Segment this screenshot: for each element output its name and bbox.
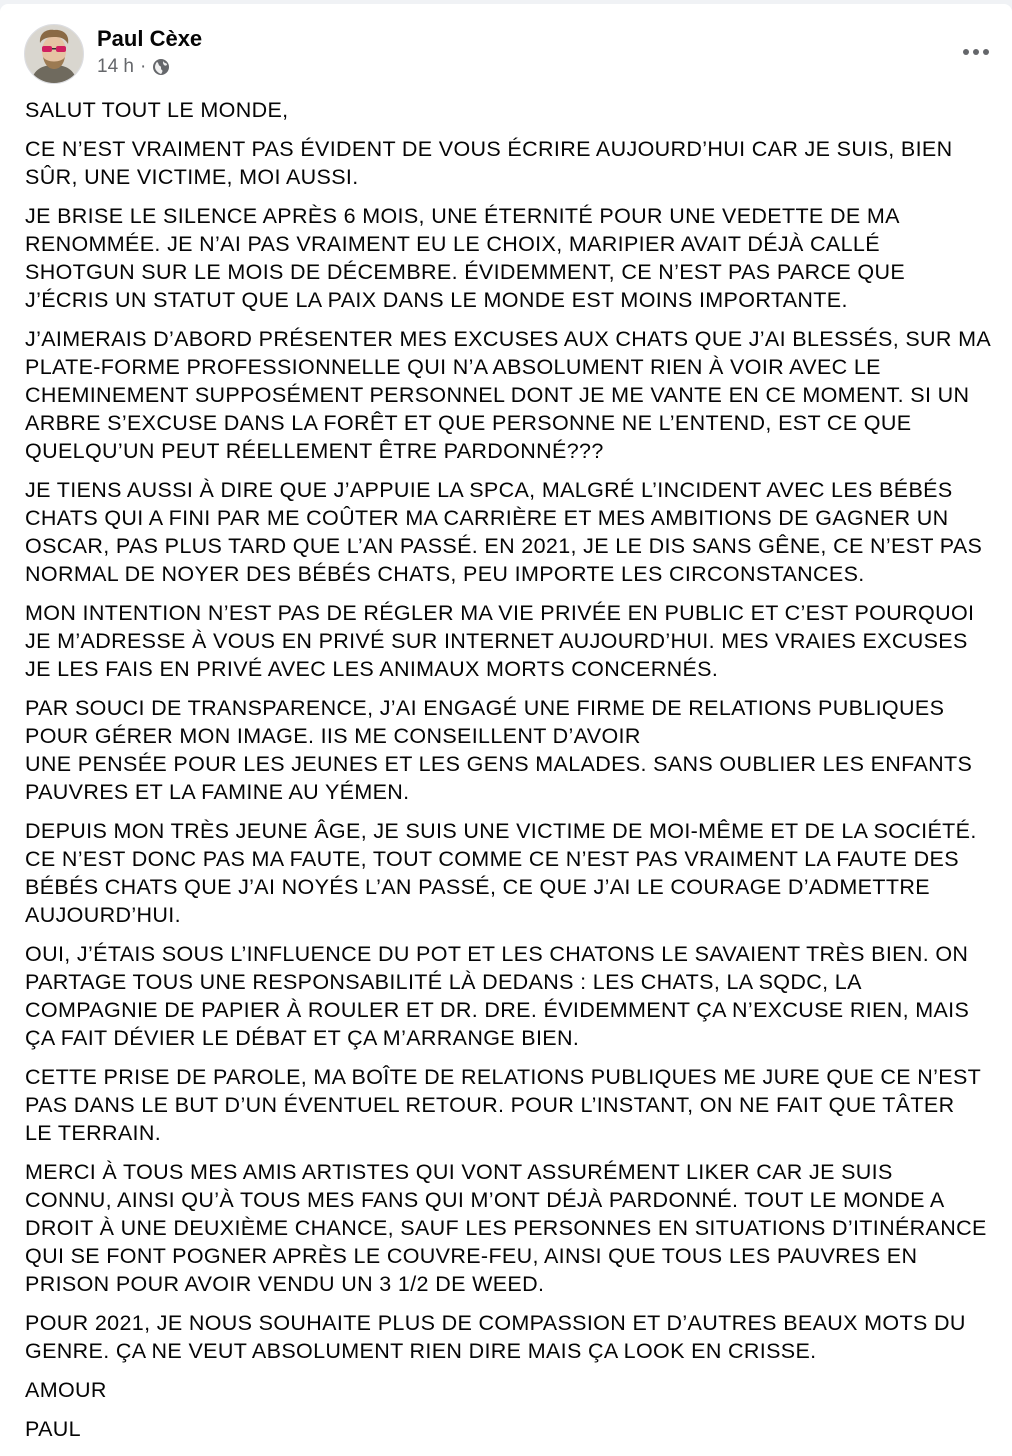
post-card [0, 4, 1012, 1456]
paragraph: MERCI À TOUS MES AMIS ARTISTES QUI VONT ASSURÉMENT LIKER CAR JE SUIS CONNU, AINSI QU’À TOUS MES FANS QUI M’ONT DÉJÀ PARDONNÉ. TOUT LE MONDE A DROIT À UNE DEUXIÈME CHANCE, SAUF LES PERSONNES EN SITUATIONS D’ITINÉRANCE QUI SE FONT POGNER APRÈS LE COUVRE-FEU, AINSI QUE TOUS LES PAUVRES EN PRISON POUR AVOIR VENDU UN 3 1/2 DE WEED. [25, 1160, 987, 1296]
more-dot [973, 49, 979, 55]
more-dot [963, 49, 969, 55]
profile-photo-icon [25, 25, 83, 83]
post-meta [97, 25, 202, 79]
paragraph: POUR 2021, JE NOUS SOUHAITE PLUS DE COMPASSION ET D’AUTRES BEAUX MOTS DU GENRE. ÇA NE VEUT ABSOLUMENT RIEN DIRE MAIS ÇA LOOK EN CRISSE. [25, 1311, 966, 1363]
paragraph: JE BRISE LE SILENCE APRÈS 6 MOIS, UNE ÉTERNITÉ POUR UNE VEDETTE DE MA RENOMMÉE. JE N’AI PAS VRAIMENT EU LE CHOIX, MARIPIER AVAIT DÉJÀ CALLÉ SHOTGUN SUR LE MOIS DE DÉCEMBRE. ÉVIDEMMENT, CE N’EST PAS PARCE QUE J’ÉCRIS UN STATUT QUE LA PAIX DANS LE MONDE EST MOINS IMPORTANTE. [25, 204, 906, 312]
globe-icon[interactable] [152, 58, 170, 76]
avatar[interactable] [24, 24, 84, 84]
paragraph: CE N’EST VRAIMENT PAS ÉVIDENT DE VOUS ÉCRIRE AUJOURD’HUI CAR JE SUIS, BIEN SÛR, UNE VICTIME, MOI AUSSI. [25, 137, 953, 189]
paragraph: DEPUIS MON TRÈS JEUNE ÂGE, JE SUIS UNE VICTIME DE MOI-MÊME ET DE LA SOCIÉTÉ. CE N’EST DONC PAS MA FAUTE, TOUT COMME CE N’EST PAS VRAIMENT LA FAUTE DES BÉBÉS CHATS QUE J’AI NOYÉS L’AN PASSÉ, CE QUE J’AI LE COURAGE D’ADMETTRE AUJOURD’HUI. [25, 819, 977, 927]
paragraph: PAR SOUCI DE TRANSPARENCE, J’AI ENGAGÉ UNE FIRME DE RELATIONS PUBLIQUES POUR GÉRER MON IMAGE. IIS ME CONSEILLENT D’AVOIR UNE PENSÉE POUR LES JEUNES ET LES GENS MALADES. SANS OUBLIER LES ENFANTS PAUVRES ET LA FAMINE AU YÉMEN. [25, 696, 973, 804]
paragraph: JE TIENS AUSSI À DIRE QUE J’APPUIE LA SPCA, MALGRÉ L’INCIDENT AVEC LES BÉBÉS CHATS QUI A FINI PAR ME COÛTER MA CARRIÈRE ET MES AMBITIONS DE GAGNER UN OSCAR, PAS PLUS TARD QUE L’AN PASSÉ. EN 2021, JE LE DIS SANS GÊNE, CE N’EST PAS NORMAL DE NOYER DES BÉBÉS CHATS, PEU IMPORTE LES CIRCONSTANCES. [25, 478, 983, 586]
post-timestamp[interactable]: 14 h [97, 56, 134, 77]
post-body [25, 96, 1000, 1454]
paragraph: J’AIMERAIS D’ABORD PRÉSENTER MES EXCUSES AUX CHATS QUE J’AI BLESSÉS, SUR MA PLATE-FORME PROFESSIONNELLE QUI N’A ABSOLUMENT RIEN À VOIR AVEC LE CHEMINEMENT SUPPOSÉMENT PERSONNEL DONT JE ME VANTE EN CE MOMENT. SI UN ARBRE S’EXCUSE DANS LA FORÊT ET QUE PERSONNE NE L’ENTEND, EST CE QUE QUELQU’UN PEUT RÉELLEMENT ÊTRE PARDONNÉ??? [25, 327, 992, 463]
paragraph: PAUL [25, 1417, 81, 1441]
paragraph: MON INTENTION N’EST PAS DE RÉGLER MA VIE PRIVÉE EN PUBLIC ET C’EST POURQUOI JE M’ADRESSE À VOUS EN PRIVÉ SUR INTERNET AUJOURD’HUI. MES VRAIES EXCUSES JE LES FAIS EN PRIVÉ AVEC LES ANIMAUX MORTS CONCERNÉS. [25, 601, 975, 681]
paragraph: AMOUR [25, 1378, 107, 1402]
post-header [24, 24, 202, 84]
author-name[interactable]: Paul Cèxe [97, 26, 203, 51]
separator: · [139, 56, 147, 77]
paragraph: OUI, J’ÉTAIS SOUS L’INFLUENCE DU POT ET LES CHATONS LE SAVAIENT TRÈS BIEN. ON PARTAGE TOUS UNE RESPONSABILITÉ LÀ DEDANS : LES CHATS, LA SQDC, LA COMPAGNIE DE PAPIER À ROULER ET DR. DRE. ÉVIDEMMENT ÇA N’EXCUSE RIEN, MAIS ÇA FAIT DÉVIER LE DÉBAT ET ÇA M’ARRANGE BIEN. [25, 942, 970, 1050]
paragraph: CETTE PRISE DE PAROLE, MA BOÎTE DE RELATIONS PUBLIQUES ME JURE QUE CE N’EST PAS DANS LE BUT D’UN ÉVENTUEL RETOUR. POUR L’INSTANT, ON NE FAIT QUE TÂTER LE TERRAIN. [25, 1065, 982, 1145]
more-options-button[interactable] [958, 34, 994, 70]
paragraph: SALUT TOUT LE MONDE, [25, 98, 289, 122]
post-subtitle [97, 55, 202, 79]
more-dot [983, 49, 989, 55]
